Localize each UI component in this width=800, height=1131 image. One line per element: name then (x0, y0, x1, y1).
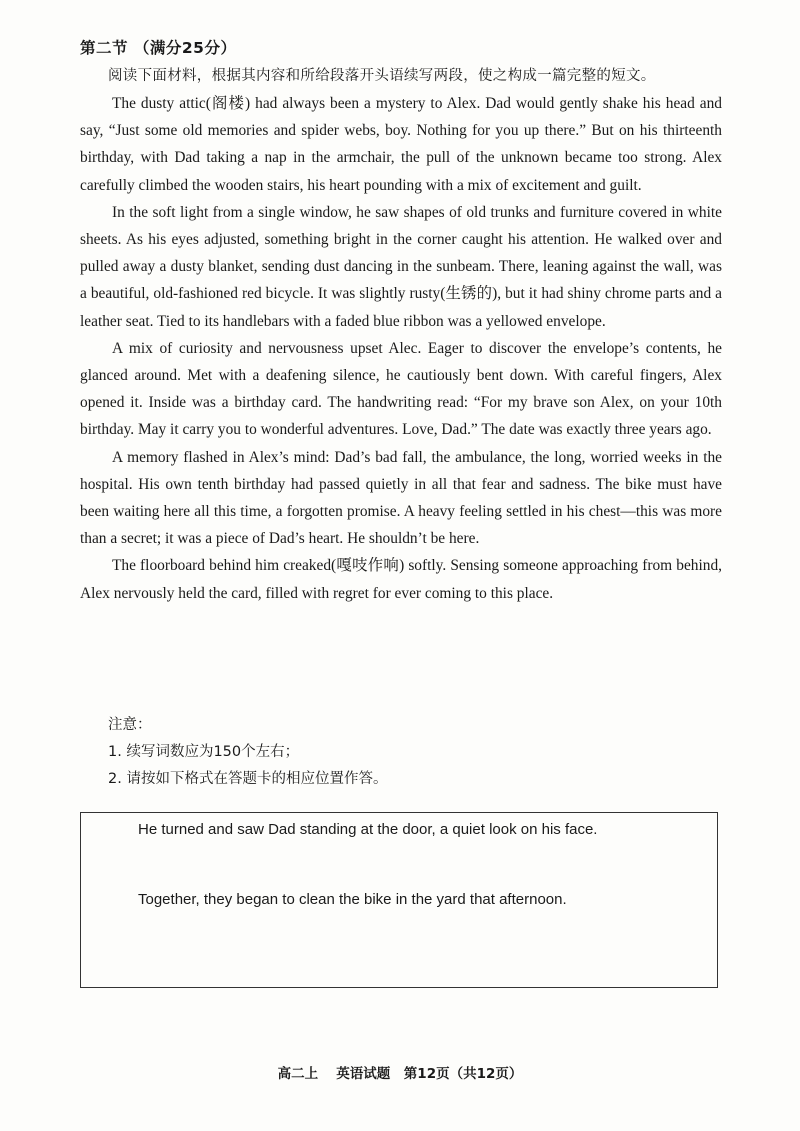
passage-paragraph-3: A mix of curiosity and nervousness upset Alec. Eager to discover the envelope’s contents, he glanced around. Met with a deafening silence, he cautiously bent down. With careful fingers, Alex opened it. Inside was a birthday card. The handwriting read: “For my brave son Alex, on your 10th birthday. May it carry you to wonderful adventures. Love, Dad.” The date was exactly three years ago. (80, 339, 722, 439)
passage-paragraph-1: The dusty attic(阁楼) had always been a mystery to Alex. Dad would gently shake his head and say, “Just some old memories and spider webs, boy. Nothing for you up there.” But on his thirteenth birthday, with Dad taking a nap in the armchair, the pull of the unknown became too strong. Alex carefully climbed the wooden stairs, his heart pounding with a mix of excitement and guilt. (80, 95, 722, 194)
paragraph-opener-1: He turned and saw Dad standing at the door, a quiet look on his face. (138, 821, 598, 838)
notes-block (108, 712, 387, 793)
notes-item-2: 2. 请按如下格式在答题卡的相应位置作答。 (108, 771, 388, 787)
reading-passage (80, 90, 722, 607)
page-footer: 高二上 英语试题 第12页（共12页） (277, 1066, 523, 1082)
task-instruction: 阅读下面材料，根据其内容和所给段落开头语续写两段，使之构成一篇完整的短文。 (108, 68, 656, 84)
passage-paragraph-4: A memory flashed in Alex’s mind: Dad’s bad fall, the ambulance, the long, worried weeks in the hospital. His own tenth birthday had passed quietly in all that fear and sadness. The bike must have been waiting here all this time, a forgotten promise. A heavy feeling settled in his chest—this was more than a secret; it was a piece of Dad’s heart. He shouldn’t be here. (80, 448, 722, 548)
notes-heading: 注意： (108, 717, 152, 733)
section-title: 第二节 （满分25分） (80, 39, 237, 57)
notes-item-1: 1. 续写词数应为150个左右； (108, 744, 300, 760)
passage-paragraph-5: The floorboard behind him creaked(嘎吱作响) softly. Sensing someone approaching from behind, Alex nervously held the card, filled with regret for ever coming to this place. (80, 557, 722, 602)
answer-box (80, 812, 718, 988)
paragraph-opener-2: Together, they began to clean the bike in the yard that afternoon. (138, 891, 567, 908)
passage-paragraph-2: In the soft light from a single window, he saw shapes of old trunks and furniture covered in white sheets. As his eyes adjusted, something bright in the corner caught his attention. He walked over and pulled away a dusty blanket, sending dust dancing in the sunbeam. There, leaning against the wall, was a beautiful, old-fashioned red bicycle. It was slightly rusty(生锈的), but it had shiny chrome parts and a leather seat. Tied to its handlebars with a faded blue ribbon was a yellowed envelope. (80, 203, 722, 330)
